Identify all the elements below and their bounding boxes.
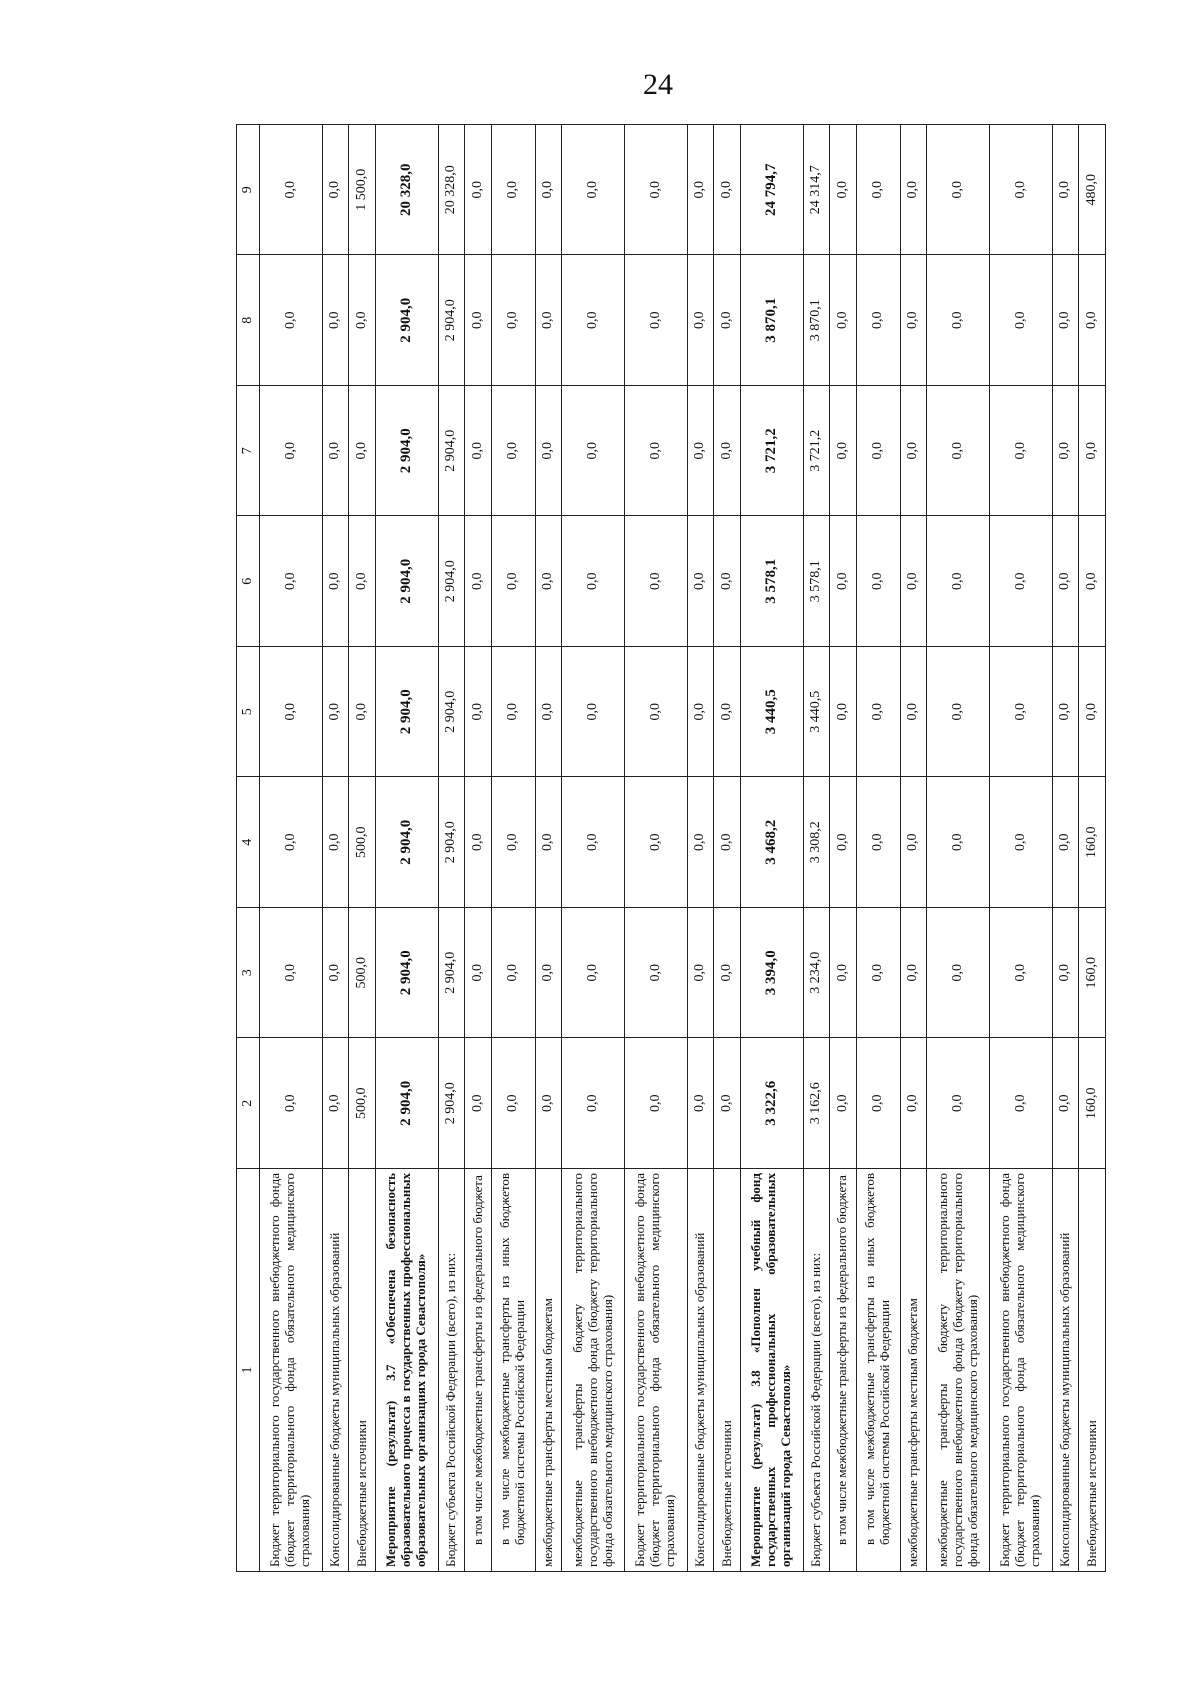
table-row bbox=[900, 125, 927, 1572]
table-row bbox=[687, 125, 714, 1572]
value-cell: 0,0 bbox=[714, 908, 741, 1039]
value-cell: 0,0 bbox=[830, 255, 857, 386]
value-cell: 0,0 bbox=[714, 777, 741, 908]
value-cell: 20 328,0 bbox=[438, 125, 465, 256]
value-cell: 0,0 bbox=[989, 516, 1052, 647]
value-cell: 2 904,0 bbox=[438, 777, 465, 908]
value-cell: 0,0 bbox=[927, 255, 990, 386]
value-cell: 3 721,2 bbox=[803, 386, 830, 517]
value-cell: 2 904,0 bbox=[438, 255, 465, 386]
value-cell: 2 904,0 bbox=[375, 255, 438, 386]
table-row bbox=[1079, 125, 1106, 1572]
value-cell: 0,0 bbox=[349, 647, 376, 778]
column-header: 4 bbox=[237, 777, 260, 908]
table-row bbox=[535, 125, 562, 1572]
value-cell: 24 794,7 bbox=[740, 125, 803, 256]
value-cell: 0,0 bbox=[535, 516, 562, 647]
value-cell: 0,0 bbox=[1079, 386, 1106, 517]
value-cell: 2 904,0 bbox=[375, 647, 438, 778]
value-cell: 0,0 bbox=[687, 255, 714, 386]
value-cell: 3 870,1 bbox=[740, 255, 803, 386]
value-cell: 0,0 bbox=[491, 908, 535, 1039]
value-cell: 0,0 bbox=[856, 386, 900, 517]
value-cell: 0,0 bbox=[687, 908, 714, 1039]
column-header: 9 bbox=[237, 125, 260, 256]
value-cell: 0,0 bbox=[687, 777, 714, 908]
value-cell: 3 578,1 bbox=[803, 516, 830, 647]
value-cell: 500,0 bbox=[349, 908, 376, 1039]
value-cell: 0,0 bbox=[927, 516, 990, 647]
value-cell: 0,0 bbox=[260, 255, 323, 386]
value-cell: 0,0 bbox=[714, 647, 741, 778]
value-cell: 0,0 bbox=[900, 125, 927, 256]
value-cell: 500,0 bbox=[349, 777, 376, 908]
table-row bbox=[465, 125, 492, 1572]
value-cell: 0,0 bbox=[856, 908, 900, 1039]
row-label: Внебюджетные источники bbox=[1079, 1169, 1106, 1572]
row-label: Бюджет территориального государственного внебюджетного фонда (бюджет территориального фонда обязательного медицинского страхования) bbox=[624, 1169, 687, 1572]
value-cell: 0,0 bbox=[260, 386, 323, 517]
column-header: 5 bbox=[237, 647, 260, 778]
value-cell: 0,0 bbox=[1052, 777, 1079, 908]
value-cell: 0,0 bbox=[535, 255, 562, 386]
table-row bbox=[260, 125, 323, 1572]
column-header: 8 bbox=[237, 255, 260, 386]
value-cell: 0,0 bbox=[830, 386, 857, 517]
row-label: в том числе межбюджетные трансферты из федерального бюджета bbox=[465, 1169, 492, 1572]
value-cell: 0,0 bbox=[322, 516, 349, 647]
value-cell: 0,0 bbox=[1052, 255, 1079, 386]
value-cell: 0,0 bbox=[927, 647, 990, 778]
value-cell: 0,0 bbox=[465, 125, 492, 256]
row-label: Бюджет территориального государственного внебюджетного фонда (бюджет территориального фонда обязательного медицинского страхования) bbox=[989, 1169, 1052, 1572]
value-cell: 3 578,1 bbox=[740, 516, 803, 647]
value-cell: 0,0 bbox=[856, 255, 900, 386]
value-cell: 0,0 bbox=[465, 647, 492, 778]
column-header: 2 bbox=[237, 1038, 260, 1169]
row-label: межбюджетные трансферты местным бюджетам bbox=[900, 1169, 927, 1572]
row-label: в том числе межбюджетные трансферты из федерального бюджета bbox=[830, 1169, 857, 1572]
table-row bbox=[830, 125, 857, 1572]
value-cell: 0,0 bbox=[465, 1038, 492, 1169]
value-cell: 0,0 bbox=[349, 516, 376, 647]
value-cell: 3 870,1 bbox=[803, 255, 830, 386]
value-cell: 0,0 bbox=[465, 386, 492, 517]
row-label: Консолидированные бюджеты муниципальных образований bbox=[1052, 1169, 1079, 1572]
value-cell: 0,0 bbox=[900, 255, 927, 386]
value-cell: 0,0 bbox=[535, 1038, 562, 1169]
value-cell: 0,0 bbox=[562, 386, 625, 517]
header-row bbox=[237, 125, 260, 1572]
value-cell: 0,0 bbox=[322, 777, 349, 908]
value-cell: 0,0 bbox=[989, 777, 1052, 908]
value-cell: 0,0 bbox=[830, 125, 857, 256]
value-cell: 0,0 bbox=[349, 386, 376, 517]
value-cell: 0,0 bbox=[535, 647, 562, 778]
table-row bbox=[562, 125, 625, 1572]
value-cell: 3 394,0 bbox=[740, 908, 803, 1039]
value-cell: 0,0 bbox=[1052, 125, 1079, 256]
value-cell: 0,0 bbox=[562, 1038, 625, 1169]
value-cell: 0,0 bbox=[900, 386, 927, 517]
value-cell: 0,0 bbox=[624, 386, 687, 517]
row-label: Бюджет субъекта Российской Федерации (всего), из них: bbox=[438, 1169, 465, 1572]
value-cell: 2 904,0 bbox=[375, 908, 438, 1039]
value-cell: 0,0 bbox=[900, 516, 927, 647]
value-cell: 0,0 bbox=[562, 255, 625, 386]
value-cell: 0,0 bbox=[989, 125, 1052, 256]
value-cell: 0,0 bbox=[856, 125, 900, 256]
value-cell: 0,0 bbox=[260, 777, 323, 908]
value-cell: 3 322,6 bbox=[740, 1038, 803, 1169]
value-cell: 0,0 bbox=[535, 908, 562, 1039]
column-header: 6 bbox=[237, 516, 260, 647]
row-label: Мероприятие (результат) 3.7 «Обеспечена безопасность образовательного процесса в государственных профессиональных образовательных организациях города Севастополя» bbox=[375, 1169, 438, 1572]
value-cell: 0,0 bbox=[714, 255, 741, 386]
row-label: Консолидированные бюджеты муниципальных образований bbox=[687, 1169, 714, 1572]
value-cell: 0,0 bbox=[465, 908, 492, 1039]
value-cell: 0,0 bbox=[830, 516, 857, 647]
value-cell: 2 904,0 bbox=[375, 516, 438, 647]
value-cell: 160,0 bbox=[1079, 1038, 1106, 1169]
value-cell: 0,0 bbox=[830, 777, 857, 908]
value-cell: 0,0 bbox=[322, 908, 349, 1039]
value-cell: 0,0 bbox=[687, 516, 714, 647]
value-cell: 0,0 bbox=[562, 777, 625, 908]
value-cell: 20 328,0 bbox=[375, 125, 438, 256]
value-cell: 3 308,2 bbox=[803, 777, 830, 908]
value-cell: 0,0 bbox=[322, 386, 349, 517]
value-cell: 2 904,0 bbox=[438, 386, 465, 517]
value-cell: 0,0 bbox=[989, 255, 1052, 386]
value-cell: 0,0 bbox=[687, 647, 714, 778]
value-cell: 2 904,0 bbox=[375, 1038, 438, 1169]
row-label: в том числе межбюджетные трансферты из иных бюджетов бюджетной системы Российской Федерации bbox=[856, 1169, 900, 1572]
table-row bbox=[803, 125, 830, 1572]
value-cell: 0,0 bbox=[624, 908, 687, 1039]
value-cell: 0,0 bbox=[1052, 908, 1079, 1039]
value-cell: 0,0 bbox=[624, 1038, 687, 1169]
value-cell: 0,0 bbox=[989, 647, 1052, 778]
value-cell: 0,0 bbox=[562, 516, 625, 647]
value-cell: 0,0 bbox=[535, 386, 562, 517]
value-cell: 3 721,2 bbox=[740, 386, 803, 517]
row-label: Внебюджетные источники bbox=[714, 1169, 741, 1572]
value-cell: 480,0 bbox=[1079, 125, 1106, 256]
value-cell: 0,0 bbox=[624, 777, 687, 908]
value-cell: 0,0 bbox=[1052, 516, 1079, 647]
table-row bbox=[856, 125, 900, 1572]
value-cell: 0,0 bbox=[260, 125, 323, 256]
table-row bbox=[375, 125, 438, 1572]
value-cell: 2 904,0 bbox=[375, 777, 438, 908]
table-row bbox=[624, 125, 687, 1572]
value-cell: 0,0 bbox=[322, 1038, 349, 1169]
value-cell: 0,0 bbox=[260, 647, 323, 778]
page-number: 24 bbox=[643, 68, 673, 101]
table-row bbox=[927, 125, 990, 1572]
column-header: 3 bbox=[237, 908, 260, 1039]
value-cell: 0,0 bbox=[491, 255, 535, 386]
value-cell: 0,0 bbox=[624, 125, 687, 256]
value-cell: 2 904,0 bbox=[438, 516, 465, 647]
value-cell: 0,0 bbox=[714, 516, 741, 647]
value-cell: 0,0 bbox=[260, 908, 323, 1039]
value-cell: 0,0 bbox=[927, 777, 990, 908]
row-label: Бюджет территориального государственного внебюджетного фонда (бюджет территориального фонда обязательного медицинского страхования) bbox=[260, 1169, 323, 1572]
value-cell: 3 234,0 bbox=[803, 908, 830, 1039]
value-cell: 0,0 bbox=[1079, 647, 1106, 778]
table-row bbox=[989, 125, 1052, 1572]
row-label: межбюджетные трансферты бюджету территориального государственного внебюджетного фонда (бюджету территориального фонда обязательного медицинского страхования) bbox=[562, 1169, 625, 1572]
value-cell: 0,0 bbox=[491, 777, 535, 908]
value-cell: 0,0 bbox=[624, 647, 687, 778]
value-cell: 3 440,5 bbox=[803, 647, 830, 778]
value-cell: 0,0 bbox=[714, 1038, 741, 1169]
value-cell: 0,0 bbox=[714, 386, 741, 517]
value-cell: 0,0 bbox=[491, 386, 535, 517]
value-cell: 0,0 bbox=[562, 125, 625, 256]
column-header: 1 bbox=[237, 1169, 260, 1572]
table-row bbox=[322, 125, 349, 1572]
value-cell: 0,0 bbox=[830, 1038, 857, 1169]
value-cell: 0,0 bbox=[1052, 386, 1079, 517]
table-row bbox=[1052, 125, 1079, 1572]
value-cell: 0,0 bbox=[322, 255, 349, 386]
value-cell: 0,0 bbox=[989, 908, 1052, 1039]
row-label: межбюджетные трансферты бюджету территориального государственного внебюджетного фонда (бюджету территориального фонда обязательного медицинского страхования) bbox=[927, 1169, 990, 1572]
value-cell: 0,0 bbox=[491, 516, 535, 647]
value-cell: 160,0 bbox=[1079, 908, 1106, 1039]
value-cell: 0,0 bbox=[900, 1038, 927, 1169]
row-label: межбюджетные трансферты местным бюджетам bbox=[535, 1169, 562, 1572]
table-row bbox=[438, 125, 465, 1572]
table-row bbox=[349, 125, 376, 1572]
value-cell: 0,0 bbox=[465, 777, 492, 908]
value-cell: 0,0 bbox=[349, 255, 376, 386]
value-cell: 0,0 bbox=[1079, 255, 1106, 386]
value-cell: 0,0 bbox=[900, 777, 927, 908]
value-cell: 0,0 bbox=[562, 908, 625, 1039]
value-cell: 0,0 bbox=[465, 255, 492, 386]
value-cell: 0,0 bbox=[322, 125, 349, 256]
value-cell: 2 904,0 bbox=[438, 647, 465, 778]
value-cell: 0,0 bbox=[1052, 647, 1079, 778]
row-label: Мероприятие (результат) 3.8 «Пополнен учебный фонд государственных профессиональных образовательных организаций города Севастополя» bbox=[740, 1169, 803, 1572]
value-cell: 0,0 bbox=[1079, 516, 1106, 647]
row-label: Внебюджетные источники bbox=[349, 1169, 376, 1572]
value-cell: 0,0 bbox=[687, 125, 714, 256]
value-cell: 0,0 bbox=[535, 777, 562, 908]
budget-table-frame bbox=[236, 124, 1106, 1572]
value-cell: 0,0 bbox=[260, 1038, 323, 1169]
value-cell: 0,0 bbox=[927, 908, 990, 1039]
value-cell: 0,0 bbox=[856, 777, 900, 908]
table-row bbox=[714, 125, 741, 1572]
value-cell: 0,0 bbox=[714, 125, 741, 256]
value-cell: 0,0 bbox=[900, 647, 927, 778]
value-cell: 0,0 bbox=[687, 1038, 714, 1169]
value-cell: 0,0 bbox=[927, 386, 990, 517]
table-row bbox=[740, 125, 803, 1572]
value-cell: 0,0 bbox=[687, 386, 714, 517]
value-cell: 0,0 bbox=[830, 647, 857, 778]
value-cell: 0,0 bbox=[856, 516, 900, 647]
value-cell: 0,0 bbox=[856, 647, 900, 778]
value-cell: 160,0 bbox=[1079, 777, 1106, 908]
value-cell: 0,0 bbox=[900, 908, 927, 1039]
value-cell: 0,0 bbox=[989, 1038, 1052, 1169]
row-label: Консолидированные бюджеты муниципальных образований bbox=[322, 1169, 349, 1572]
value-cell: 1 500,0 bbox=[349, 125, 376, 256]
value-cell: 24 314,7 bbox=[803, 125, 830, 256]
value-cell: 2 904,0 bbox=[438, 1038, 465, 1169]
value-cell: 3 162,6 bbox=[803, 1038, 830, 1169]
value-cell: 0,0 bbox=[491, 125, 535, 256]
value-cell: 0,0 bbox=[830, 908, 857, 1039]
value-cell: 500,0 bbox=[349, 1038, 376, 1169]
table-row bbox=[491, 125, 535, 1572]
row-label: Бюджет субъекта Российской Федерации (всего), из них: bbox=[803, 1169, 830, 1572]
row-label: в том числе межбюджетные трансферты из иных бюджетов бюджетной системы Российской Федерации bbox=[491, 1169, 535, 1572]
column-header: 7 bbox=[237, 386, 260, 517]
value-cell: 0,0 bbox=[535, 125, 562, 256]
value-cell: 0,0 bbox=[491, 1038, 535, 1169]
value-cell: 0,0 bbox=[465, 516, 492, 647]
value-cell: 0,0 bbox=[927, 1038, 990, 1169]
value-cell: 2 904,0 bbox=[375, 386, 438, 517]
value-cell: 0,0 bbox=[989, 386, 1052, 517]
value-cell: 3 468,2 bbox=[740, 777, 803, 908]
value-cell: 0,0 bbox=[562, 647, 625, 778]
value-cell: 0,0 bbox=[856, 1038, 900, 1169]
value-cell: 3 440,5 bbox=[740, 647, 803, 778]
value-cell: 0,0 bbox=[260, 516, 323, 647]
table-body bbox=[260, 125, 1106, 1572]
budget-table bbox=[236, 124, 1106, 1572]
value-cell: 0,0 bbox=[624, 516, 687, 647]
value-cell: 2 904,0 bbox=[438, 908, 465, 1039]
value-cell: 0,0 bbox=[1052, 1038, 1079, 1169]
value-cell: 0,0 bbox=[491, 647, 535, 778]
value-cell: 0,0 bbox=[927, 125, 990, 256]
value-cell: 0,0 bbox=[624, 255, 687, 386]
value-cell: 0,0 bbox=[322, 647, 349, 778]
